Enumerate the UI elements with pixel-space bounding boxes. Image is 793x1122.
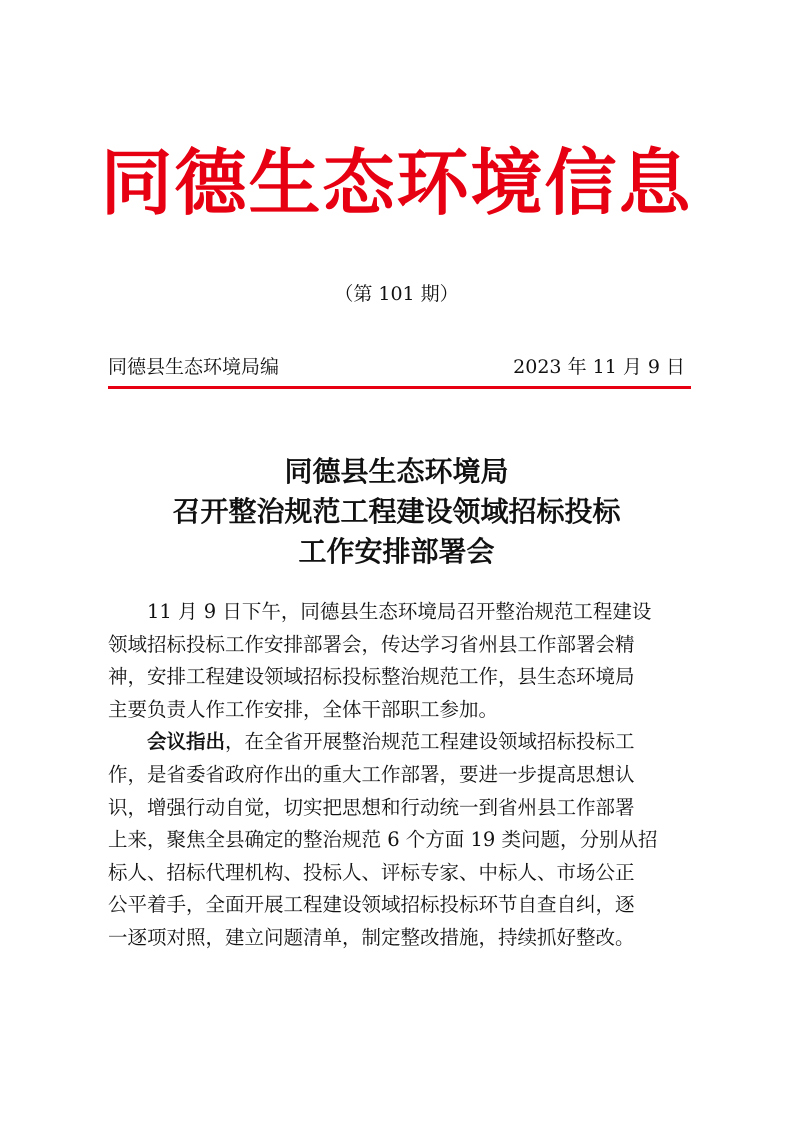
paragraph-line-text: ，在全省开展整治规范工程建设领域招标投标工 bbox=[225, 730, 635, 754]
meta-row bbox=[108, 353, 685, 381]
paragraph-line bbox=[108, 726, 688, 759]
article-body bbox=[108, 596, 688, 955]
editor-label: 同德县生态环境局编 bbox=[108, 356, 280, 378]
paragraph-line: 神，安排工程建设领域招标投标整治规范工作，县生态环境局 bbox=[108, 665, 635, 689]
headline-line: 同德县生态环境局 bbox=[284, 455, 509, 488]
paragraph-line: 作，是省委省政府作出的重大工作部署，要进一步提高思想认 bbox=[108, 762, 635, 786]
paragraph-lead: 会议指出 bbox=[147, 730, 226, 754]
paragraph bbox=[108, 596, 688, 726]
headline-line: 工作安排部署会 bbox=[298, 535, 495, 568]
paragraph-line: 11 月 9 日下午，同德县生态环境局召开整治规范工程建设 bbox=[147, 600, 652, 623]
headline-line: 召开整治规范工程建设领域招标投标 bbox=[172, 495, 621, 528]
paragraph-line: 上来，聚焦全县确定的整治规范 6 个方面 19 类问题，分别从招 bbox=[108, 828, 658, 852]
paragraph-line: 公平着手，全面开展工程建设领域招标投标环节自查自纠，逐 bbox=[108, 893, 635, 917]
paragraph-line: 领域招标投标工作安排部署会，传达学习省州县工作部署会精 bbox=[108, 632, 635, 656]
paragraph-line: 识，增强行动自觉，切实把思想和行动统一到省州县工作部署 bbox=[108, 795, 635, 819]
paragraph-line: 标人、招标代理机构、投标人、评标专家、中标人、市场公正 bbox=[108, 860, 635, 884]
issue-number: （第 101 期） bbox=[334, 283, 459, 305]
masthead-title: 同德生态环境信息 bbox=[100, 141, 693, 225]
article-headline bbox=[0, 452, 793, 572]
paragraph-line: 主要负责人作工作安排，全体干部职工参加。 bbox=[108, 697, 499, 721]
red-divider bbox=[108, 386, 691, 389]
issue-date: 2023 年 11 月 9 日 bbox=[513, 356, 685, 378]
paragraph bbox=[108, 726, 688, 954]
paragraph-line: 一逐项对照，建立问题清单，制定整改措施，持续抓好整改。 bbox=[108, 925, 635, 949]
